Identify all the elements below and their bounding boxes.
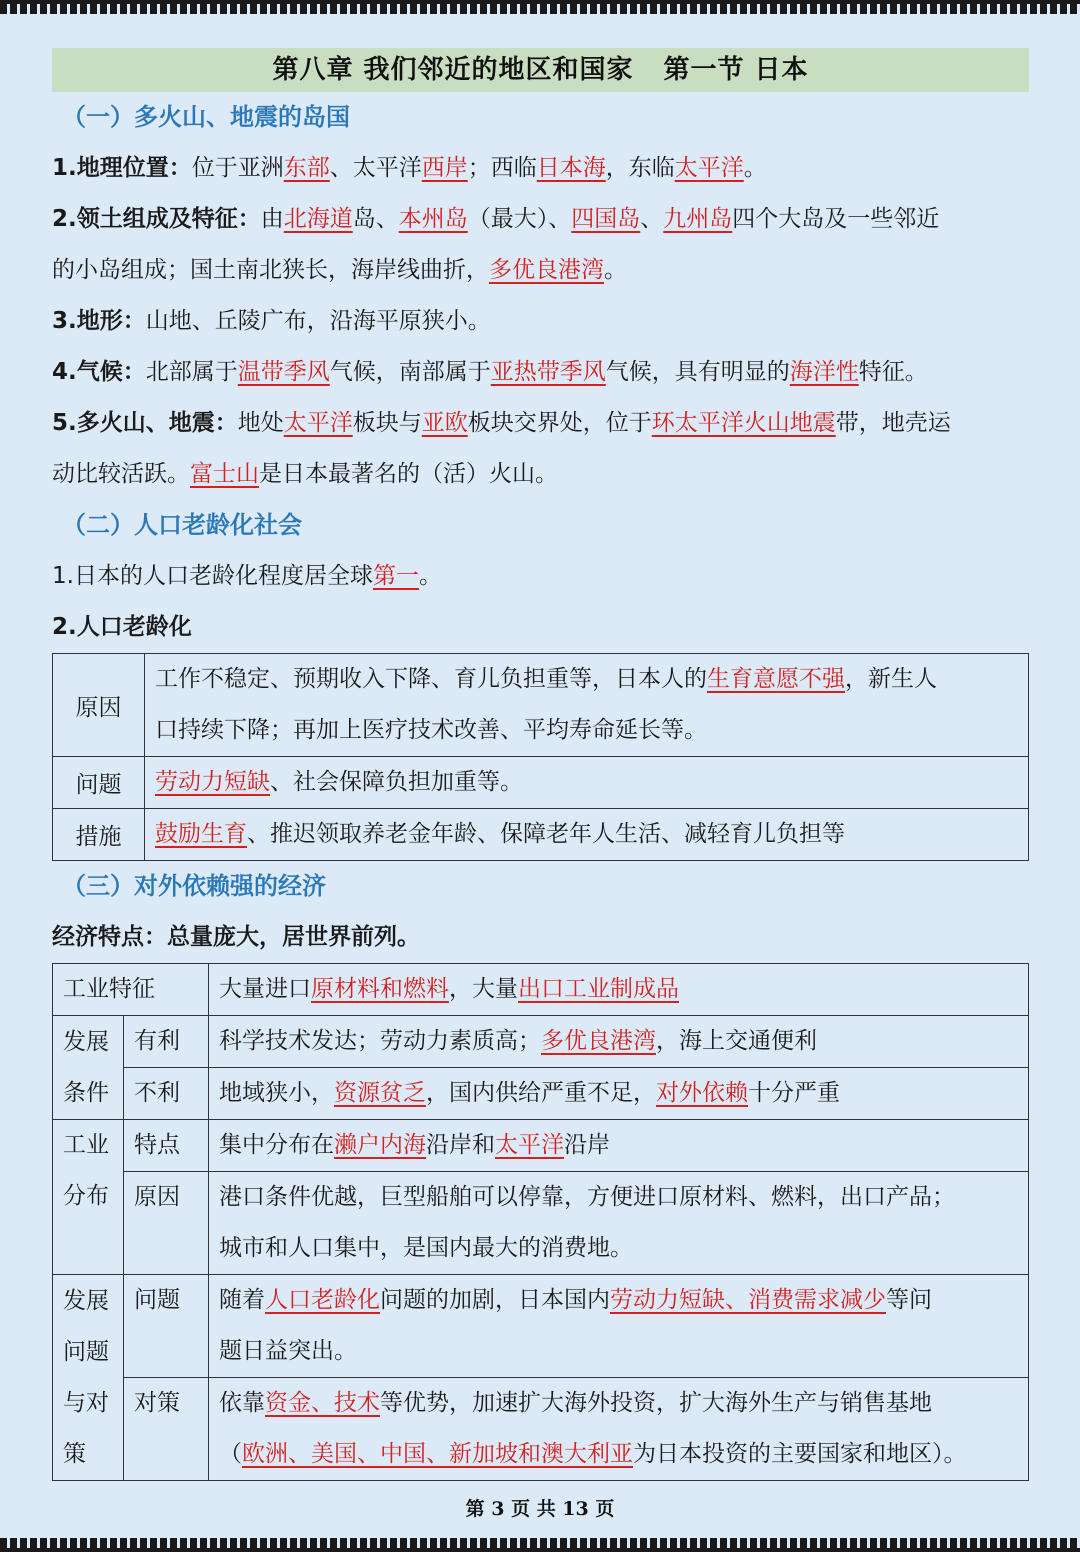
highlight: 濑户内海 — [334, 1132, 426, 1158]
highlight: 人口老龄化 — [265, 1287, 380, 1313]
label-text: 发展 — [63, 1287, 109, 1314]
page-number: 第 3 页 共 13 页 — [465, 1498, 615, 1520]
text: 随着 — [219, 1287, 265, 1313]
text: （ — [219, 1441, 242, 1467]
table-row — [53, 809, 1029, 861]
text: 城市和人口集中，是国内最大的消费地。 — [219, 1235, 633, 1261]
text: 等优势，加速扩大海外投资，扩大海外生产与销售基地 — [380, 1390, 932, 1416]
table-row — [53, 1016, 1029, 1068]
highlight: 太平洋 — [674, 155, 744, 181]
text: 问题的加剧，日本国内 — [380, 1287, 610, 1313]
aging-table — [52, 653, 1029, 861]
highlight: 九州岛 — [663, 206, 733, 232]
paragraph-territory — [52, 194, 1029, 245]
text: 由 — [260, 206, 284, 232]
text: 地处 — [237, 410, 284, 436]
table-row — [53, 757, 1029, 809]
text: 集中分布在 — [219, 1132, 334, 1158]
text: 。 — [743, 155, 767, 181]
text: 港口条件优越，巨型船舶可以停靠，方便进口原材料、燃料，出口产品； — [219, 1184, 955, 1210]
highlight: 资源贫乏 — [334, 1080, 426, 1106]
text: 。 — [418, 563, 442, 589]
table-cell — [145, 654, 1029, 757]
label-text: 与对 — [63, 1389, 109, 1416]
table-row — [53, 1378, 1029, 1481]
paragraph-aging-rank — [52, 551, 1029, 602]
highlight: 劳动力短缺、消费需求减少 — [610, 1287, 886, 1313]
highlight: 环太平洋火山地震 — [651, 410, 836, 436]
section-heading-1: （一）多火山、地震的岛国 — [62, 103, 350, 131]
highlight: 北海道 — [283, 206, 353, 232]
text: 、 — [640, 206, 664, 232]
section-title: 第一节 日本 — [663, 55, 809, 85]
row-label — [53, 1275, 124, 1481]
label: 2.领土组成及特征： — [52, 206, 261, 232]
text: 、太平洋 — [329, 155, 422, 181]
text: 山地、丘陵广布，沿海平原狭小。 — [145, 308, 491, 334]
label-text: 发展 — [63, 1028, 109, 1055]
bottom-border — [0, 1538, 1080, 1552]
table-cell — [209, 1016, 1029, 1068]
highlight: 亚欧 — [421, 410, 468, 436]
table-row — [53, 654, 1029, 757]
label: 1.地理位置： — [52, 155, 192, 181]
row-label: 原因 — [53, 654, 145, 757]
sub-label: 对策 — [124, 1378, 209, 1481]
highlight: 生育意愿不强 — [707, 666, 845, 692]
text: 题日益突出。 — [219, 1338, 357, 1364]
label-text: 条件 — [63, 1079, 109, 1106]
highlight: 亚热带季风 — [490, 359, 606, 385]
paragraph-climate — [52, 347, 1029, 398]
highlight: 欧洲、美国、中国、新加坡和澳大利亚 — [242, 1441, 633, 1467]
text: 是日本最著名的（活）火山。 — [259, 461, 558, 487]
highlight: 鼓励生育 — [155, 821, 247, 847]
highlight: 本州岛 — [398, 206, 468, 232]
table-cell — [145, 809, 1029, 861]
text: ，大量 — [449, 976, 518, 1002]
label-text: 问题 — [63, 1338, 109, 1365]
table-row — [53, 1120, 1029, 1172]
highlight: 富士山 — [190, 461, 259, 487]
table-cell — [209, 1275, 1029, 1378]
text: 板块交界处，位于 — [467, 410, 652, 436]
section-heading-3: （三）对外依赖强的经济 — [62, 872, 326, 900]
sub-label: 特点 — [124, 1120, 209, 1172]
row-label: 工业特征 — [53, 964, 209, 1016]
text: 、推迟领取养老金年龄、保障老年人生活、减轻育儿负担等 — [247, 821, 845, 847]
row-label: 措施 — [53, 809, 145, 861]
table-row — [53, 1172, 1029, 1275]
table-row — [53, 1275, 1029, 1378]
paragraph-volcano-cont — [52, 449, 1029, 500]
label: 3.地形： — [52, 308, 146, 334]
highlight: 多优良港湾 — [489, 257, 604, 283]
text: 位于亚洲 — [191, 155, 284, 181]
text: 沿岸和 — [426, 1132, 495, 1158]
text: 、社会保障负担加重等。 — [270, 769, 523, 795]
row-label: 问题 — [53, 757, 145, 809]
text: 口持续下降；再加上医疗技术改善、平均寿命延长等。 — [155, 717, 707, 743]
table-cell — [145, 757, 1029, 809]
subheading-aging: 2.人口老龄化 — [52, 614, 192, 640]
highlight: 多优良港湾 — [541, 1028, 656, 1054]
paragraph-territory-cont — [52, 245, 1029, 296]
chapter-title: 第八章 我们邻近的地区和国家 — [272, 55, 634, 85]
highlight: 劳动力短缺 — [155, 769, 270, 795]
text: 工作不稳定、预期收入下降、育儿负担重等，日本人的 — [155, 666, 707, 692]
text: ，海上交通便利 — [656, 1028, 817, 1054]
highlight: 西岸 — [421, 155, 468, 181]
text: 气候，南部属于 — [329, 359, 491, 385]
document-body — [52, 48, 1029, 1481]
text: （最大）、 — [467, 206, 572, 232]
row-label — [53, 1120, 124, 1275]
table-cell — [209, 1068, 1029, 1120]
paragraph-volcano — [52, 398, 1029, 449]
row-label — [53, 1016, 124, 1120]
text: 特征。 — [858, 359, 928, 385]
table-cell — [209, 1120, 1029, 1172]
label-text: 分布 — [63, 1183, 109, 1209]
sub-label: 有利 — [124, 1016, 209, 1068]
text: 依靠 — [219, 1390, 265, 1416]
highlight: 第一 — [372, 563, 419, 589]
label-text: 策 — [63, 1440, 86, 1467]
highlight: 温带季风 — [237, 359, 330, 385]
text: 北部属于 — [145, 359, 238, 385]
text: 带，地壳运 — [835, 410, 951, 436]
table-cell — [209, 1172, 1029, 1275]
text: ，新生人 — [845, 666, 937, 692]
text: 的小岛组成；国土南北狭长，海岸线曲折， — [52, 257, 489, 283]
highlight: 东部 — [283, 155, 330, 181]
text: 十分严重 — [748, 1080, 840, 1106]
highlight: 对外依赖 — [656, 1080, 748, 1106]
highlight: 原材料和燃料 — [311, 976, 449, 1002]
text: 为日本投资的主要国家和地区）。 — [633, 1441, 967, 1467]
economy-table — [52, 963, 1029, 1481]
text: 大量进口 — [219, 976, 311, 1002]
label-text: 工业 — [63, 1132, 109, 1158]
text: 地域狭小， — [219, 1080, 334, 1106]
label: 4.气候： — [52, 359, 146, 385]
text: 等问 — [886, 1287, 932, 1313]
highlight: 太平洋 — [283, 410, 353, 436]
label: 5.多火山、地震： — [52, 410, 238, 436]
text: ；西临 — [467, 155, 537, 181]
economy-feature: 经济特点：总量庞大，居世界前列。 — [52, 924, 420, 950]
text: 岛、 — [352, 206, 399, 232]
highlight: 资金、技术 — [265, 1390, 380, 1416]
text: 。 — [604, 257, 627, 283]
text: 沿岸 — [564, 1132, 610, 1158]
table-cell — [209, 964, 1029, 1016]
table-row — [53, 1068, 1029, 1120]
text: 科学技术发达；劳动力素质高； — [219, 1028, 541, 1054]
sub-label: 问题 — [124, 1275, 209, 1378]
table-cell — [209, 1378, 1029, 1481]
highlight: 日本海 — [536, 155, 606, 181]
text: ，国内供给严重不足， — [426, 1080, 656, 1106]
page-title — [52, 48, 1029, 92]
highlight: 海洋性 — [789, 359, 859, 385]
text: 四个大岛及一些邻近 — [732, 206, 940, 232]
sub-label: 原因 — [124, 1172, 209, 1275]
highlight: 四国岛 — [571, 206, 641, 232]
paragraph-terrain — [52, 296, 1029, 347]
text: 板块与 — [352, 410, 422, 436]
text: 气候，具有明显的 — [605, 359, 790, 385]
highlight: 太平洋 — [495, 1132, 564, 1158]
text: 1.日本的人口老龄化程度居全球 — [52, 563, 373, 589]
text: ，东临 — [605, 155, 675, 181]
text: 动比较活跃。 — [52, 461, 190, 487]
paragraph-location — [52, 143, 1029, 194]
table-row — [53, 964, 1029, 1016]
top-border — [0, 0, 1080, 14]
sub-label: 不利 — [124, 1068, 209, 1120]
section-heading-2: （二）人口老龄化社会 — [62, 511, 302, 539]
highlight: 出口工业制成品 — [518, 976, 679, 1002]
